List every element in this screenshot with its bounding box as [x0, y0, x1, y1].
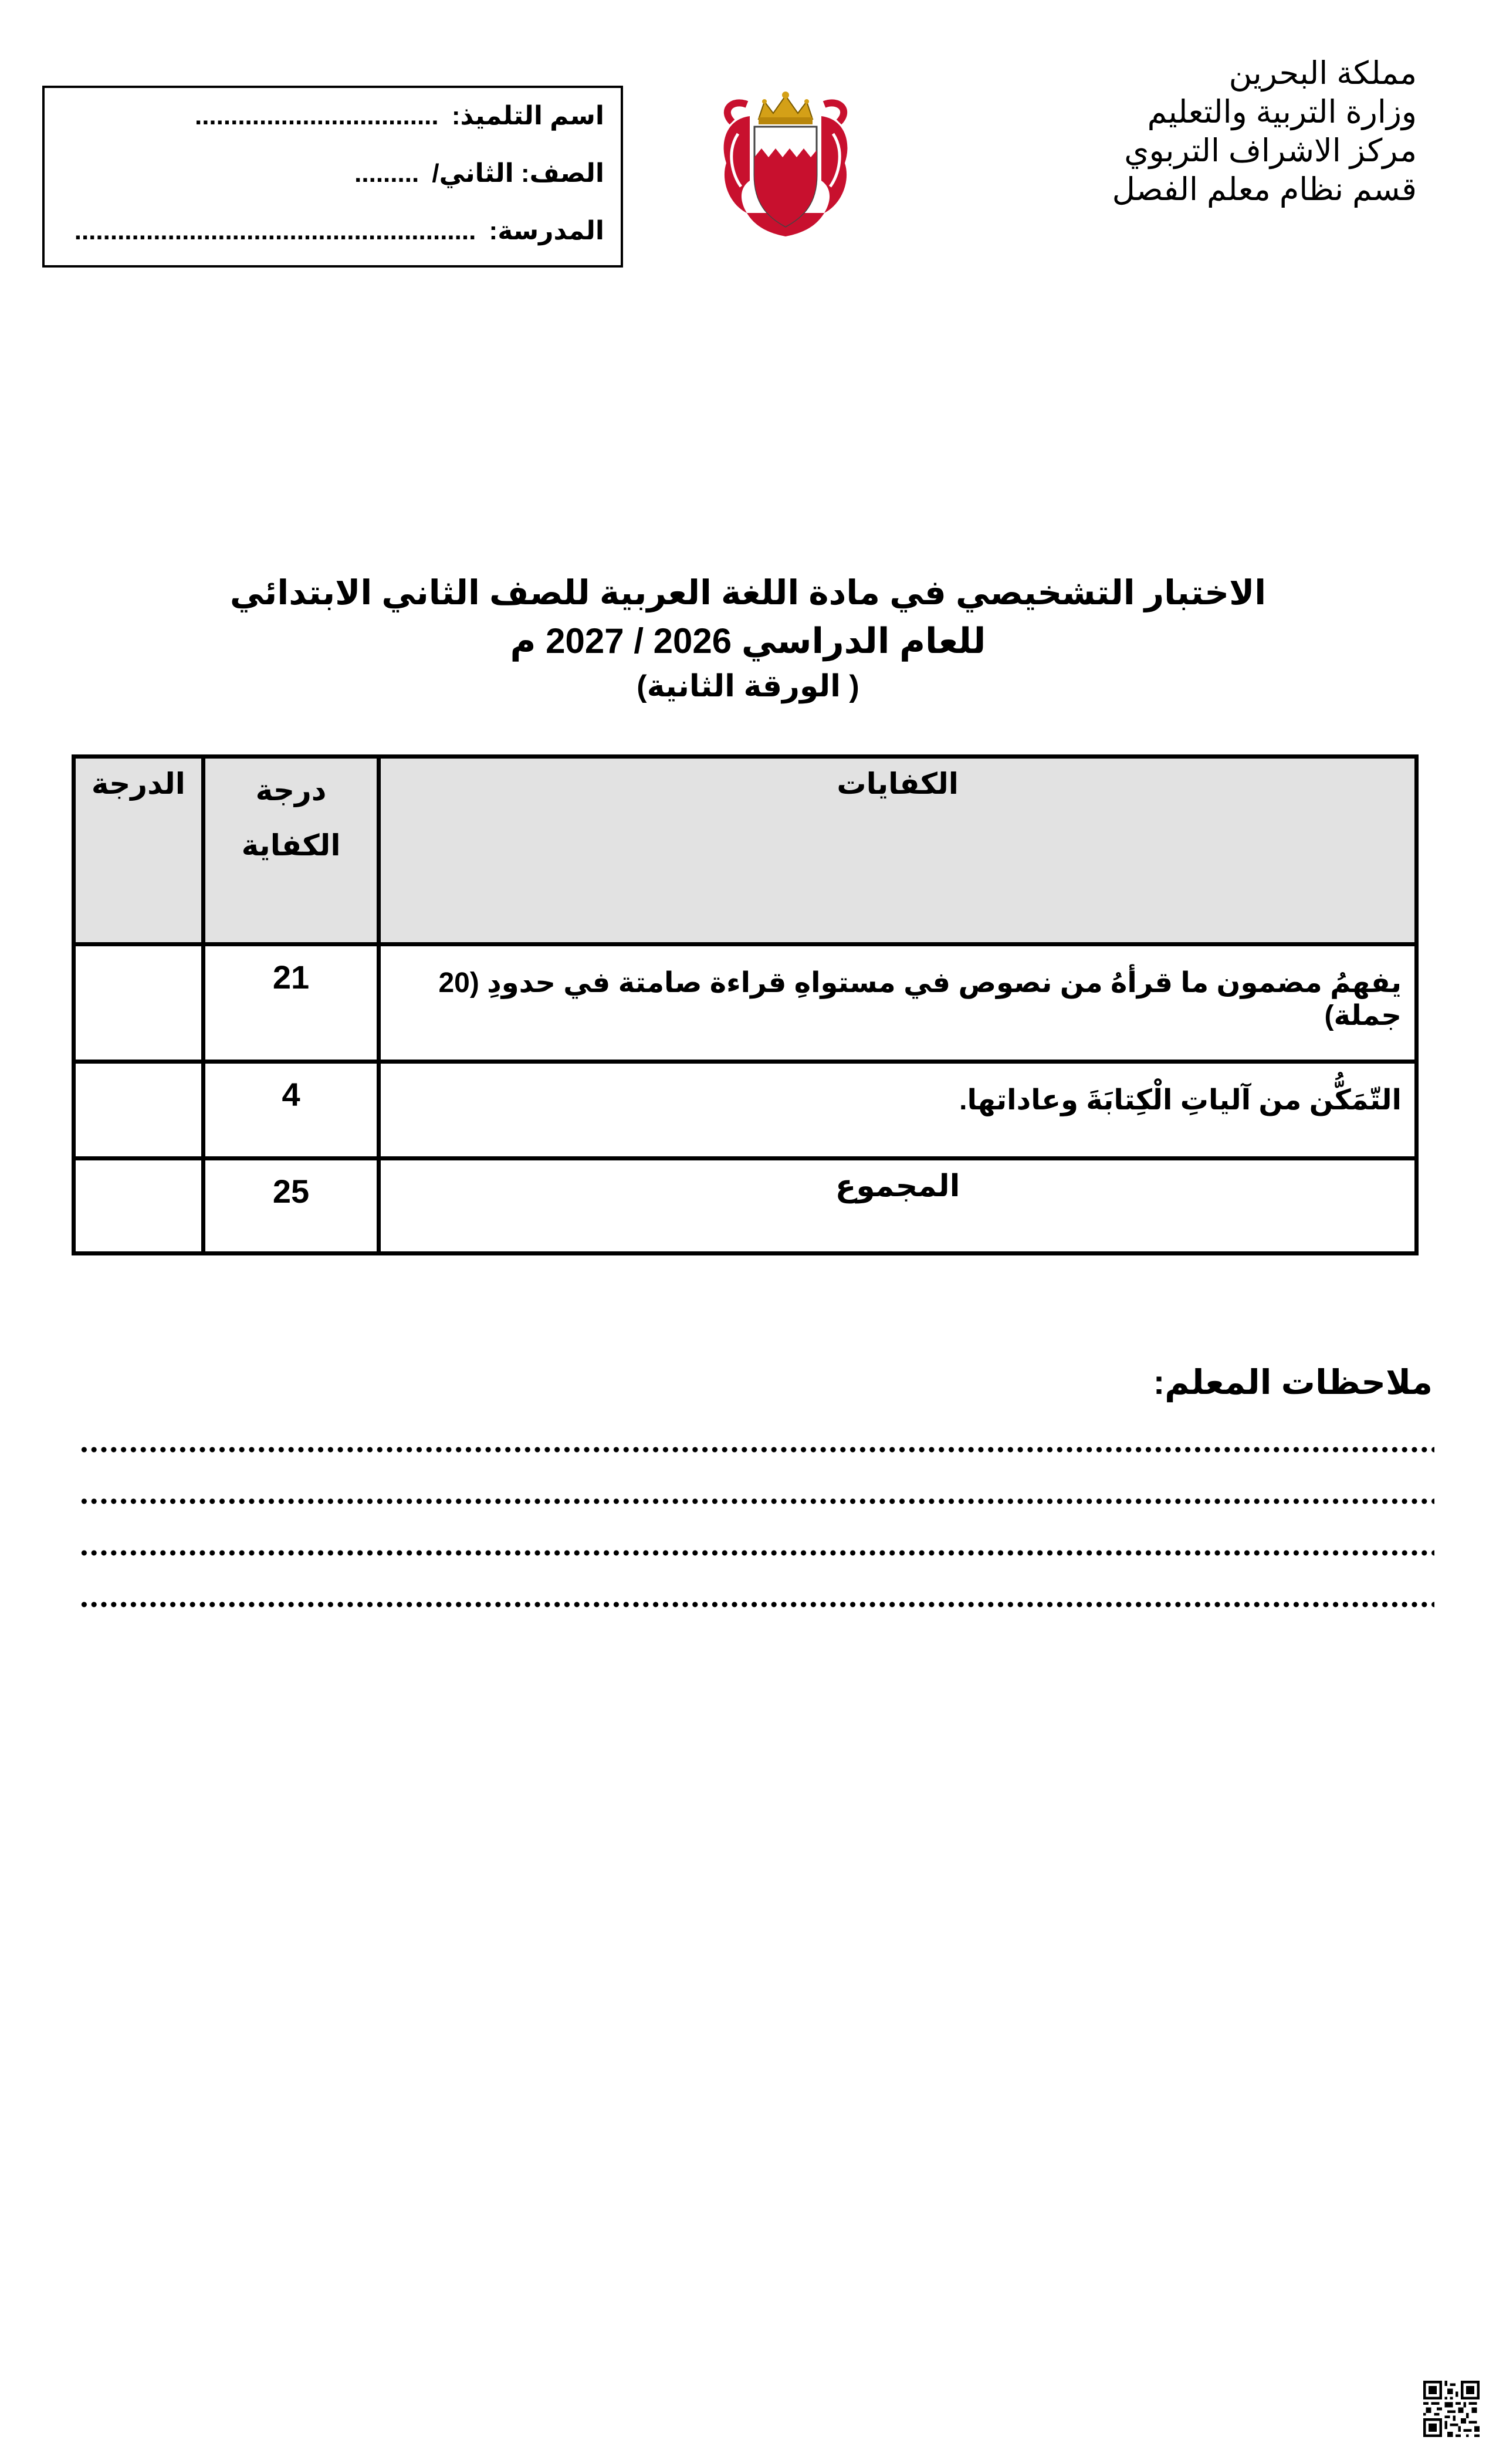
teacher-notes-title: ملاحظات المعلم: [1153, 1363, 1433, 1402]
header-line-kingdom: مملكة البحرين [1228, 56, 1417, 91]
student-name-label: اسم التلميذ: [451, 101, 604, 130]
header-competency-grade-line1: درجة [255, 774, 327, 807]
header-competencies: الكفايات [379, 757, 1417, 945]
table-row [74, 1062, 1417, 1159]
header-line-section: قسم نظام معلم الفصل [1112, 172, 1417, 207]
competency-grade-value: 21 [203, 945, 378, 1062]
header-competency-grade [203, 757, 378, 945]
qr-code-icon [1423, 2381, 1480, 2437]
student-name-field[interactable]: .................................. [194, 101, 439, 130]
bahrain-emblem-icon [715, 87, 857, 241]
student-school-label: المدرسة: [489, 216, 604, 245]
student-info-box [42, 86, 623, 268]
ministry-header [1053, 54, 1417, 209]
notes-line-4[interactable] [79, 1600, 1434, 1609]
grade-cell[interactable] [74, 1062, 204, 1159]
total-label: المجموع [379, 1159, 1417, 1254]
header-grade: الدرجة [74, 757, 204, 945]
exam-paper: ( الورقة الثانية) [637, 669, 859, 703]
exam-title: الاختبار التشخيصي في مادة اللغة العربية للصف الثاني الابتدائي [229, 574, 1267, 612]
competency-text: يفهمُ مضمون ما قرأهُ من نصوص في مستواهِ قراءة صامتة في حدودِ (20 جملة) [379, 945, 1417, 1062]
student-name-row[interactable] [195, 101, 604, 131]
exam-year: للعام الدراسي 2026 / 2027 م [510, 621, 986, 661]
competency-grade-value: 4 [203, 1062, 378, 1159]
header-line-ministry: وزارة التربية والتعليم [1147, 94, 1417, 130]
total-competency-grade: 25 [203, 1159, 378, 1254]
total-grade-cell[interactable] [74, 1159, 204, 1254]
notes-line-2[interactable] [79, 1497, 1434, 1505]
notes-line-1[interactable] [79, 1446, 1434, 1454]
notes-line-3[interactable] [79, 1549, 1434, 1557]
student-grade-row[interactable] [354, 158, 604, 188]
grade-cell[interactable] [74, 945, 204, 1062]
student-grade-field[interactable]: ......... [354, 159, 419, 188]
competency-text: التّمَكُّن من آلياتِ الْكِتابَةَ وعاداتها. [379, 1062, 1417, 1159]
header-competency-grade-line2: الكفاية [241, 829, 341, 862]
header-line-center: مركز الاشراف التربوي [1124, 133, 1417, 168]
table-header-row [74, 757, 1417, 945]
table-total-row [74, 1159, 1417, 1254]
student-grade-label: الصف: الثاني/ [432, 159, 604, 188]
student-school-field[interactable]: ........................................................ [74, 216, 476, 245]
student-school-row[interactable] [75, 216, 604, 246]
table-row [74, 945, 1417, 1062]
competencies-table [72, 754, 1419, 1255]
